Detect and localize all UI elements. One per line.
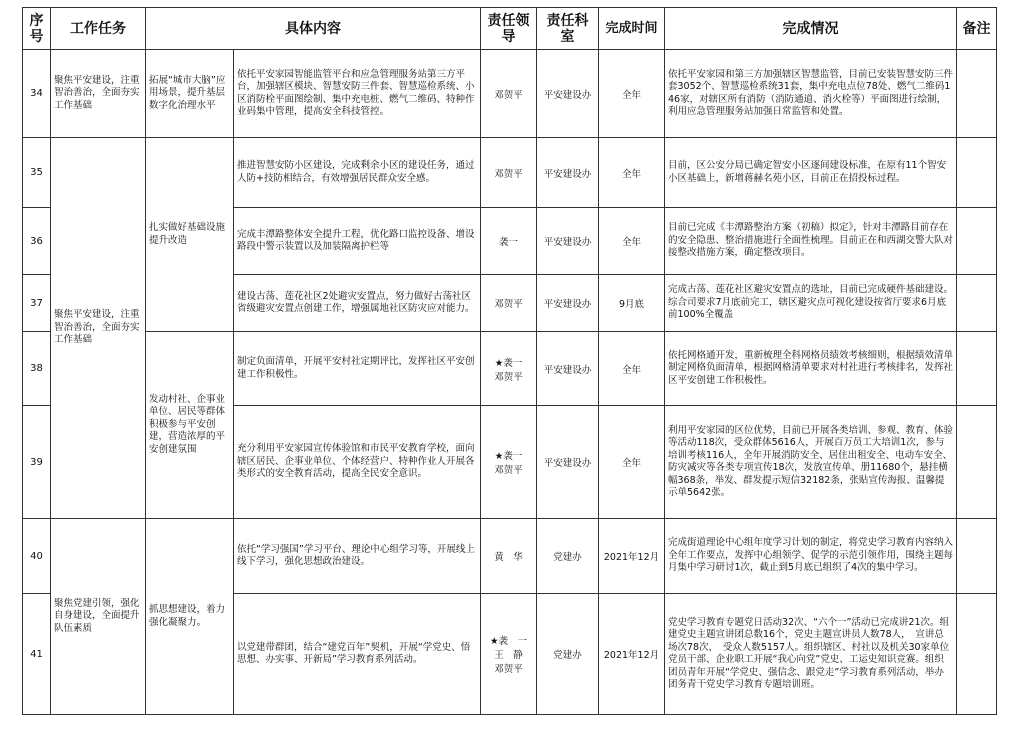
status-cell: 依托网格通开发，重新梳理全科网格员绩效考核细则，根据绩效清单制定网格负面清单，根据网格清单要求对村社进行考核排名，发挥社区平安创建工作积极性。 [665,332,957,406]
dept-cell: 党建办 [537,519,599,594]
row-no: 35 [23,138,51,208]
task-cell: 聚焦平安建设，注重智治善治，全面夯实工作基础 [51,138,146,519]
time-cell: 2021年12月 [599,519,665,594]
remark-cell [957,138,997,208]
leader-cell: 邓贺平 [481,50,537,138]
table-row [23,332,997,406]
content-cell: 建设古荡、莲花社区2处避灾安置点，努力做好古荡社区省级避灾安置点创建工作，增强属地社区防灾应对能力。 [234,275,481,332]
dept-cell: 党建办 [537,594,599,715]
dept-cell: 平安建设办 [537,138,599,208]
content-cell: 推进智慧安防小区建设，完成剩余小区的建设任务，通过人防+技防相结合，有效增强居民群众安全感。 [234,138,481,208]
leader-cell: ★袭一 邓贺平 [481,332,537,406]
header-task: 工作任务 [51,8,146,50]
header-row [23,8,997,50]
header-time: 完成时间 [599,8,665,50]
row-no: 39 [23,406,51,519]
dept-cell: 平安建设办 [537,208,599,275]
remark-cell [957,332,997,406]
leader-cell: ★袭 一 王 静 邓贺平 [481,594,537,715]
header-seq: 序号 [23,8,51,50]
content-cell: 依托“学习强国”学习平台、理论中心组学习等，开展线上线下学习，强化思想政治建设。 [234,519,481,594]
row-no: 36 [23,208,51,275]
time-cell: 全年 [599,208,665,275]
status-cell: 完成街道理论中心组年度学习计划的制定，将党史学习教育内容纳入全年工作要点，发挥中心组领学、促学的示范引领作用，围绕主题每月集中学习研讨1次，截止到5月底已组织了4次的集中学习。 [665,519,957,594]
time-cell: 9月底 [599,275,665,332]
status-cell: 党史学习教育专题党日活动32次、“六个一”活动已完成讲21次。组建党史主题宣讲团总数16个，党史主题宣讲员人数78人， 宣讲总场次78次， 受众人数5157人。组织辖区、村社以及机关30家单位党员干部、企业职工开展“我心向党”党史、工运史知识竞赛。组织团员青年开展“学党史、强信念、跟党走”学习教育系列活动，举办团务青干党史学习教育专题培训班。 [665,594,957,715]
status-cell: 完成古荡、莲花社区避灾安置点的选址，目前已完成硬件基础建设。综合司要求7月底前完工，辖区避灾点可视化建设按省厅要求6月底前100%全覆盖 [665,275,957,332]
content-cell: 完成丰潭路整体安全提升工程，优化路口监控设备、增设路段中警示装置以及加装隔离护栏等 [234,208,481,275]
row-no: 41 [23,594,51,715]
row-no: 40 [23,519,51,594]
subtask-cell: 抓思想建设，着力强化凝聚力。 [146,519,234,715]
remark-cell [957,406,997,519]
subtask-cell: 发动村社、企事业单位、居民等群体积极参与平安创建，营造浓厚的平安创建氛围 [146,332,234,519]
status-cell: 目前已完成《丰潭路整治方案（初稿）拟定》，针对丰潭路目前存在的安全隐患、整治措施进行全面性梳理。目前正在和西湖交警大队对接整改措施方案，确定整改项目。 [665,208,957,275]
dept-cell: 平安建设办 [537,406,599,519]
subtask-cell: 拓展“城市大脑”应用场景，提升基层数字化治理水平 [146,50,234,138]
table-row [23,50,997,138]
time-cell: 2021年12月 [599,594,665,715]
remark-cell [957,275,997,332]
row-no: 37 [23,275,51,332]
leader-cell: 袭一 [481,208,537,275]
time-cell: 全年 [599,138,665,208]
dept-cell: 平安建设办 [537,275,599,332]
leader-cell: 黄 华 [481,519,537,594]
task-cell: 聚焦党建引领，强化自身建设，全面提升队伍素质 [51,519,146,715]
header-remark: 备注 [957,8,997,50]
row-no: 38 [23,332,51,406]
content-cell: 依托平安家园智能监管平台和应急管理服务站第三方平台，加强辖区模块、智慧安防三件套、智慧巡检系统、小区消防栓平面图绘制、集中充电桩、燃气二维码、特种作业码集中管理，提高安全科技管控。 [234,50,481,138]
leader-cell: 邓贺平 [481,275,537,332]
status-cell: 目前，区公安分局已确定智安小区逐间建设标准，在原有11个智安小区基础上，新增蒋赫名苑小区，目前正在招投标过程。 [665,138,957,208]
leader-cell: ★袭一 邓贺平 [481,406,537,519]
leader-cell: 邓贺平 [481,138,537,208]
subtask-cell: 扎实做好基础设施提升改造 [146,138,234,332]
header-content: 具体内容 [146,8,481,50]
header-leader: 责任领导 [481,8,537,50]
remark-cell [957,208,997,275]
content-cell: 充分利用平安家园宣传体验馆和市民平安教育学校，面向辖区居民、企事业单位、个体经营户、特种作业人开展各类形式的安全教育活动，提高全民安全意识。 [234,406,481,519]
remark-cell [957,594,997,715]
row-no: 34 [23,50,51,138]
dept-cell: 平安建设办 [537,50,599,138]
header-dept: 责任科室 [537,8,599,50]
content-cell: 制定负面清单，开展平安村社定期评比，发挥社区平安创建工作积极性。 [234,332,481,406]
status-cell: 利用平安家园的区位优势，目前已开展各类培训、参观、教育、体验等活动118次，受众群体5616人，开展百万员工大培训1次，参与培训考核116人，全年开展消防安全、居住出租安全、电动车安全、防灾减灾等各类专项宣传18次，发放宣传单、册11680个，悬挂横幅368条，举发、群发提示短信32182条，张贴宣传海报、温馨提示单5642张。 [665,406,957,519]
table-row [23,519,997,594]
dept-cell: 平安建设办 [537,332,599,406]
header-status: 完成情况 [665,8,957,50]
task-cell: 聚焦平安建设，注重智治善治，全面夯实工作基础 [51,50,146,138]
task-table [22,7,997,715]
time-cell: 全年 [599,50,665,138]
remark-cell [957,519,997,594]
status-cell: 依托平安家园和第三方加强辖区智慧监管，目前已安装智慧安防三件套3052个、智慧巡检系统31套，集中充电点位78处、燃气二维码146家，对辖区所有消防（消防通道、消火栓等）平面图进行绘制，利用应急管理服务站加强日常监管和处置。 [665,50,957,138]
remark-cell [957,50,997,138]
table-row [23,138,997,208]
time-cell: 全年 [599,332,665,406]
time-cell: 全年 [599,406,665,519]
content-cell: 以党建带群团，结合“建党百年”契机，开展“学党史、悟思想、办实事、开新局”学习教育系列活动。 [234,594,481,715]
